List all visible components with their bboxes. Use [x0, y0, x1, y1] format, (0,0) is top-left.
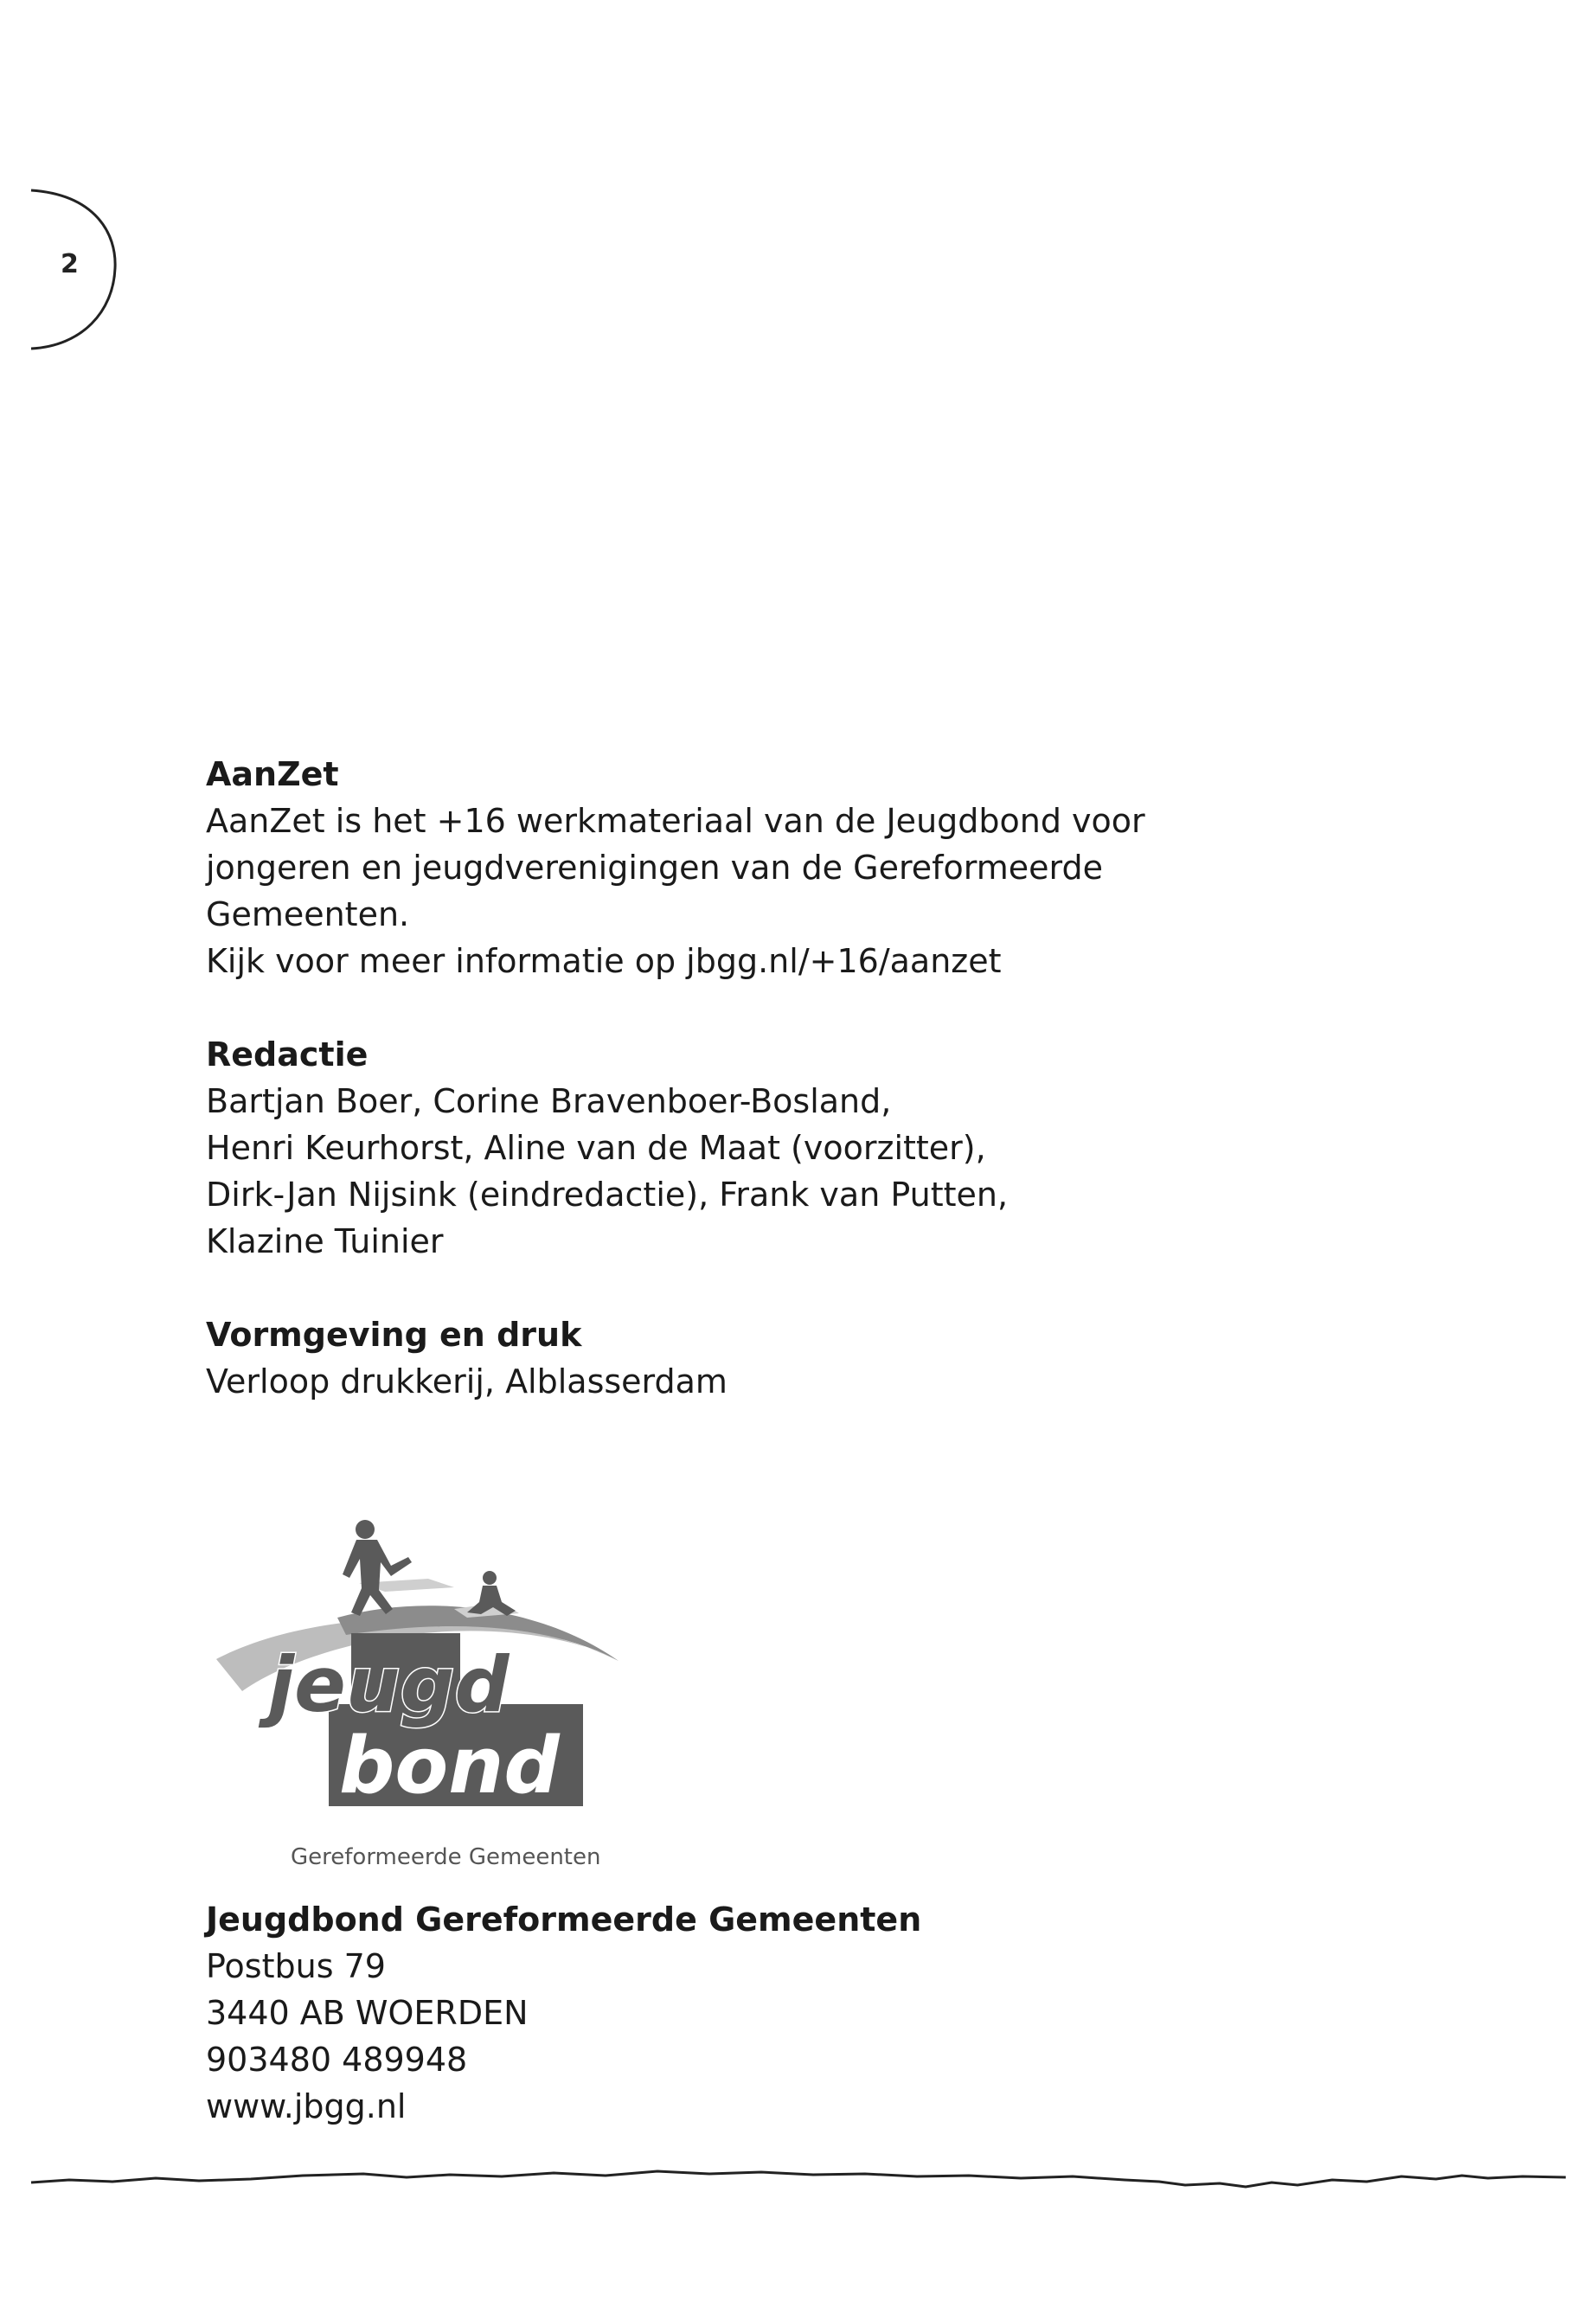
- section-line: Klazine Tuinier: [206, 1222, 444, 1260]
- address-line: www.jbgg.nl: [206, 2087, 407, 2125]
- section-line: Verloop drukkerij, Alblasserdam: [206, 1362, 727, 1400]
- jeugdbond-logo-graphic: [208, 1505, 640, 1843]
- page-number: 2: [61, 249, 79, 279]
- address-line: 3440 AB WOERDEN: [206, 1994, 529, 2032]
- logo-word-bond: bond: [339, 1721, 560, 1811]
- address-line: 903480 489948: [206, 2041, 468, 2079]
- section-line: jongeren en jeugdverenigingen van de Gereformeerde: [206, 849, 1103, 887]
- section-heading: Vormgeving en druk: [206, 1316, 582, 1354]
- address-line: Postbus 79: [206, 1947, 386, 1985]
- section-line: AanZet is het +16 werkmateriaal van de Jeugdbond voor: [206, 802, 1145, 840]
- address-heading: Jeugdbond Gereformeerde Gemeenten: [206, 1900, 922, 1939]
- logo-subtitle: Gereformeerde Gemeenten: [291, 1844, 601, 1870]
- section-aanzet: [206, 751, 1330, 984]
- colophon-content: [206, 751, 1330, 1452]
- section-heading: Redactie: [206, 1035, 369, 1074]
- section-line: Gemeenten.: [206, 895, 410, 933]
- footer-divider-line: [0, 2145, 1596, 2214]
- logo-word-jeugd: jeugd: [268, 1640, 510, 1729]
- address-block: [206, 1896, 1330, 2130]
- jeugdbond-logo: [208, 1505, 640, 1886]
- section-line: Dirk-Jan Nijsink (eindredactie), Frank van Putten,: [206, 1176, 1009, 1214]
- section-heading: AanZet: [206, 755, 339, 793]
- section-line: Henri Keurhorst, Aline van de Maat (voorzitter),: [206, 1129, 986, 1167]
- section-vormgeving: [206, 1311, 1330, 1405]
- section-line: Bartjan Boer, Corine Bravenboer-Bosland,: [206, 1082, 892, 1120]
- section-line: Kijk voor meer informatie op jbgg.nl/+16/aanzet: [206, 942, 1002, 980]
- page-number-tab: [0, 0, 138, 363]
- section-redactie: [206, 1031, 1330, 1265]
